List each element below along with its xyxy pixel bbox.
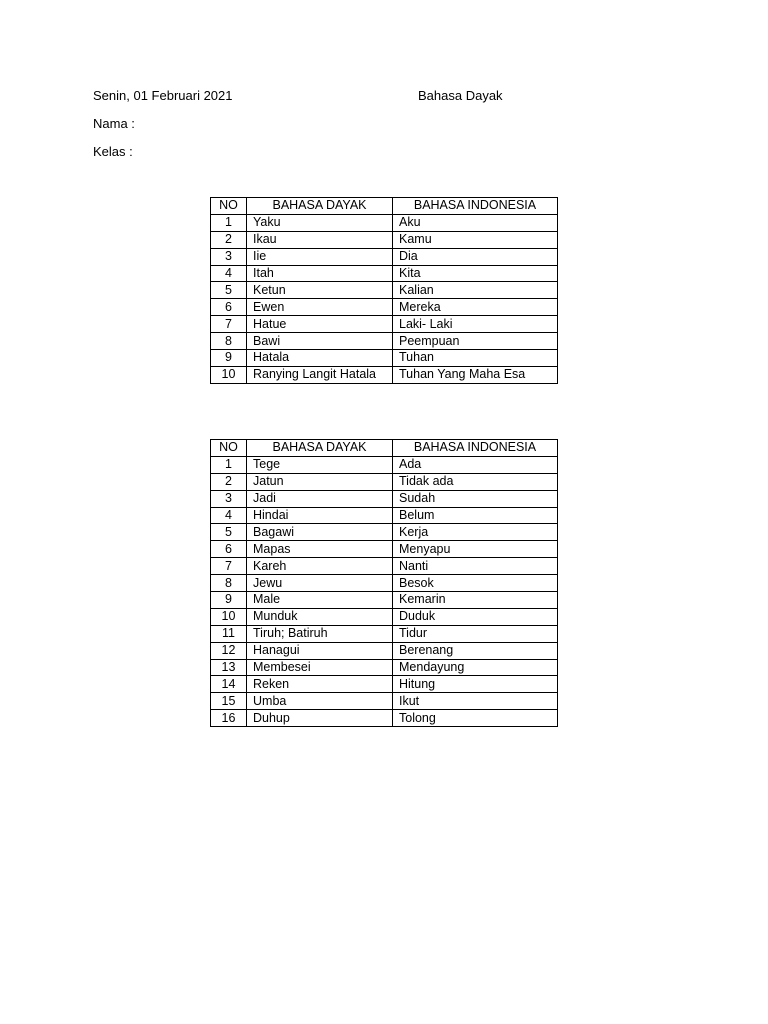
cell-no: 2 <box>211 231 247 248</box>
cell-bahasa-indonesia: Berenang <box>393 642 558 659</box>
cell-no: 10 <box>211 608 247 625</box>
cell-bahasa-dayak: Tege <box>247 456 393 473</box>
cell-no: 4 <box>211 507 247 524</box>
cell-no: 1 <box>211 214 247 231</box>
table-row <box>211 299 558 316</box>
table-row <box>211 676 558 693</box>
table-row <box>211 659 558 676</box>
cell-bahasa-dayak: Jewu <box>247 575 393 592</box>
cell-bahasa-dayak: Ketun <box>247 282 393 299</box>
cell-bahasa-dayak: Hanagui <box>247 642 393 659</box>
table-row <box>211 231 558 248</box>
cell-no: 4 <box>211 265 247 282</box>
table-row <box>211 265 558 282</box>
cell-bahasa-dayak: Duhup <box>247 710 393 727</box>
cell-no: 15 <box>211 693 247 710</box>
cell-bahasa-indonesia: Laki- Laki <box>393 316 558 333</box>
cell-no: 1 <box>211 456 247 473</box>
cell-no: 3 <box>211 248 247 265</box>
cell-bahasa-indonesia: Aku <box>393 214 558 231</box>
table-row <box>211 214 558 231</box>
cell-bahasa-dayak: Jadi <box>247 490 393 507</box>
cell-bahasa-dayak: Ikau <box>247 231 393 248</box>
cell-no: 3 <box>211 490 247 507</box>
cell-bahasa-indonesia: Nanti <box>393 558 558 575</box>
cell-bahasa-dayak: Bawi <box>247 333 393 350</box>
cell-bahasa-indonesia: Tolong <box>393 710 558 727</box>
table-row <box>211 693 558 710</box>
subject-title: Bahasa Dayak <box>418 88 503 103</box>
cell-bahasa-indonesia: Kalian <box>393 282 558 299</box>
table-row <box>211 575 558 592</box>
cell-no: 2 <box>211 473 247 490</box>
column-header-bahasa-dayak: BAHASA DAYAK <box>247 198 393 215</box>
cell-bahasa-indonesia: Kamu <box>393 231 558 248</box>
table-row <box>211 282 558 299</box>
cell-bahasa-indonesia: Tuhan Yang Maha Esa <box>393 366 558 383</box>
cell-bahasa-dayak: Yaku <box>247 214 393 231</box>
cell-no: 11 <box>211 625 247 642</box>
nama-label: Nama : <box>93 116 135 131</box>
cell-bahasa-indonesia: Kemarin <box>393 592 558 609</box>
cell-bahasa-indonesia: Mereka <box>393 299 558 316</box>
cell-bahasa-dayak: Hatala <box>247 350 393 367</box>
cell-bahasa-dayak: Itah <box>247 265 393 282</box>
cell-bahasa-dayak: Kareh <box>247 558 393 575</box>
cell-bahasa-indonesia: Sudah <box>393 490 558 507</box>
cell-bahasa-indonesia: Hitung <box>393 676 558 693</box>
cell-bahasa-dayak: Ranying Langit Hatala <box>247 366 393 383</box>
kelas-label: Kelas : <box>93 144 133 159</box>
cell-no: 6 <box>211 541 247 558</box>
cell-no: 7 <box>211 316 247 333</box>
column-header-bahasa-dayak: BAHASA DAYAK <box>247 440 393 457</box>
table-row <box>211 608 558 625</box>
table-row <box>211 592 558 609</box>
cell-no: 8 <box>211 575 247 592</box>
cell-bahasa-dayak: Hindai <box>247 507 393 524</box>
cell-no: 13 <box>211 659 247 676</box>
table-row <box>211 625 558 642</box>
cell-no: 5 <box>211 524 247 541</box>
table-row <box>211 473 558 490</box>
cell-bahasa-indonesia: Menyapu <box>393 541 558 558</box>
cell-bahasa-indonesia: Besok <box>393 575 558 592</box>
cell-no: 6 <box>211 299 247 316</box>
cell-bahasa-indonesia: Kerja <box>393 524 558 541</box>
table-row <box>211 456 558 473</box>
table-row <box>211 333 558 350</box>
table-row <box>211 541 558 558</box>
table-row <box>211 316 558 333</box>
table-row <box>211 248 558 265</box>
cell-no: 8 <box>211 333 247 350</box>
cell-no: 12 <box>211 642 247 659</box>
cell-bahasa-indonesia: Tidur <box>393 625 558 642</box>
cell-bahasa-indonesia: Ada <box>393 456 558 473</box>
cell-bahasa-indonesia: Tidak ada <box>393 473 558 490</box>
cell-bahasa-indonesia: Dia <box>393 248 558 265</box>
table-row <box>211 490 558 507</box>
table-row <box>211 642 558 659</box>
cell-bahasa-dayak: Tiruh; Batiruh <box>247 625 393 642</box>
date-text: Senin, 01 Februari 2021 <box>93 88 233 103</box>
cell-bahasa-indonesia: Kita <box>393 265 558 282</box>
cell-no: 10 <box>211 366 247 383</box>
table-row <box>211 558 558 575</box>
cell-bahasa-dayak: Membesei <box>247 659 393 676</box>
cell-bahasa-dayak: Hatue <box>247 316 393 333</box>
cell-bahasa-dayak: Mapas <box>247 541 393 558</box>
cell-bahasa-dayak: Reken <box>247 676 393 693</box>
table-row <box>211 350 558 367</box>
cell-no: 9 <box>211 350 247 367</box>
cell-bahasa-dayak: Iie <box>247 248 393 265</box>
table-header-row <box>211 440 558 457</box>
table-row <box>211 366 558 383</box>
cell-no: 5 <box>211 282 247 299</box>
table-header-row <box>211 198 558 215</box>
column-header-bahasa-indonesia: BAHASA INDONESIA <box>393 198 558 215</box>
cell-bahasa-dayak: Jatun <box>247 473 393 490</box>
column-header-no: NO <box>211 440 247 457</box>
table-row <box>211 710 558 727</box>
cell-bahasa-indonesia: Belum <box>393 507 558 524</box>
table-row <box>211 524 558 541</box>
cell-bahasa-dayak: Bagawi <box>247 524 393 541</box>
cell-bahasa-indonesia: Mendayung <box>393 659 558 676</box>
cell-bahasa-dayak: Umba <box>247 693 393 710</box>
cell-bahasa-dayak: Male <box>247 592 393 609</box>
vocabulary-table-1 <box>210 197 558 384</box>
vocabulary-table-2 <box>210 439 558 727</box>
column-header-no: NO <box>211 198 247 215</box>
table-row <box>211 507 558 524</box>
cell-bahasa-dayak: Ewen <box>247 299 393 316</box>
column-header-bahasa-indonesia: BAHASA INDONESIA <box>393 440 558 457</box>
cell-no: 14 <box>211 676 247 693</box>
cell-no: 16 <box>211 710 247 727</box>
cell-bahasa-indonesia: Duduk <box>393 608 558 625</box>
cell-bahasa-indonesia: Ikut <box>393 693 558 710</box>
cell-bahasa-dayak: Munduk <box>247 608 393 625</box>
cell-bahasa-indonesia: Peempuan <box>393 333 558 350</box>
cell-no: 7 <box>211 558 247 575</box>
cell-bahasa-indonesia: Tuhan <box>393 350 558 367</box>
cell-no: 9 <box>211 592 247 609</box>
